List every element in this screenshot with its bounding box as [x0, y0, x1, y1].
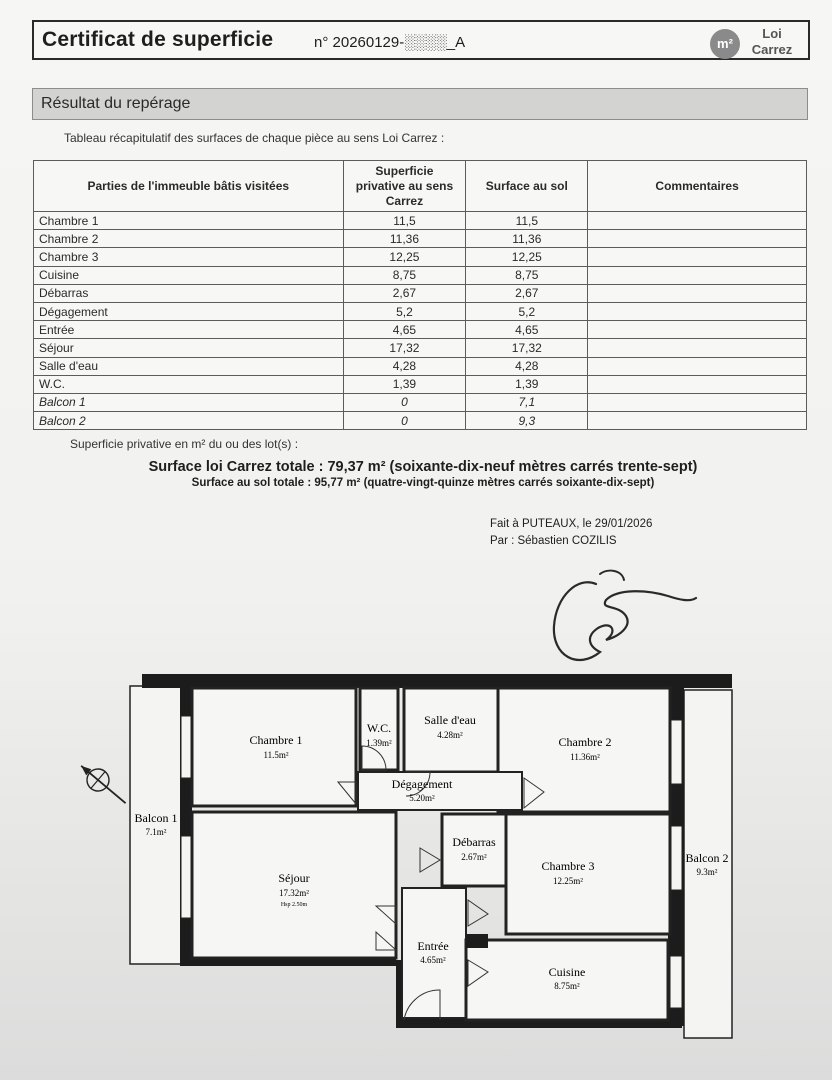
carrez-header-line2: privative au sens	[355, 178, 454, 193]
comment-cell	[588, 393, 807, 411]
comment-cell	[588, 357, 807, 375]
room-name: Chambre 3	[34, 248, 344, 266]
sol-value: 4,28	[466, 357, 588, 375]
table-row	[34, 230, 807, 248]
room-cuisine	[466, 940, 668, 1020]
sol-value: 12,25	[466, 248, 588, 266]
plan-area-cuisine: 8.75m²	[554, 981, 580, 991]
logo-line1: Loi	[762, 26, 782, 41]
door-swing	[420, 848, 440, 872]
plan-label-degagement: Dégagement	[391, 777, 453, 791]
column-header-carrez	[343, 161, 466, 212]
sol-value: 11,5	[466, 212, 588, 230]
superficie-label: Superficie privative en m² du ou des lot(s) :	[70, 437, 299, 451]
plan-area-degagement: 5.20m²	[409, 793, 435, 803]
plan-area-salle-eau: 4.28m²	[437, 730, 463, 740]
plan-label-balcon-1: Balcon 1	[134, 811, 178, 825]
carrez-value: 2,67	[343, 284, 466, 302]
carrez-value: 4,28	[343, 357, 466, 375]
certificate-title: Certificat de superficie	[42, 28, 274, 51]
comment-cell	[588, 266, 807, 284]
carrez-header-line1: Superficie	[375, 163, 434, 178]
comment-cell	[588, 339, 807, 357]
room-chambre-3	[506, 814, 670, 934]
table-row	[34, 393, 807, 411]
north-arrow-icon	[74, 757, 133, 811]
loi-carrez-logo-text	[748, 26, 796, 58]
certificate-header	[32, 20, 810, 60]
table-row	[34, 321, 807, 339]
room-name: Cuisine	[34, 266, 344, 284]
carrez-value: 17,32	[343, 339, 466, 357]
plan-label-cuisine: Cuisine	[548, 965, 586, 979]
sol-value: 2,67	[466, 284, 588, 302]
carrez-value: 8,75	[343, 266, 466, 284]
room-sejour	[192, 812, 396, 958]
window	[670, 826, 682, 890]
plan-label-wc: W.C.	[366, 721, 392, 735]
comment-cell	[588, 302, 807, 320]
section-title: Résultat du repérage	[41, 95, 191, 112]
balcony-1-area	[130, 686, 182, 964]
plan-area-balcon-2: 9.3m²	[696, 867, 718, 877]
carrez-value: 5,2	[343, 302, 466, 320]
carrez-value: 0	[343, 412, 466, 430]
comment-cell	[588, 412, 807, 430]
table-row	[34, 302, 807, 320]
plan-area-debarras: 2.67m²	[461, 852, 487, 862]
window	[670, 956, 682, 1008]
comment-cell	[588, 212, 807, 230]
comment-cell	[588, 375, 807, 393]
table-row	[34, 375, 807, 393]
table-row	[34, 212, 807, 230]
room-name: Salle d'eau	[34, 357, 344, 375]
room-entree	[402, 888, 466, 1018]
room-chambre-1	[192, 688, 356, 806]
plan-area-chambre-3: 12.25m²	[553, 876, 583, 886]
plan-label-chambre-2: Chambre 2	[558, 735, 612, 749]
sol-value: 1,39	[466, 375, 588, 393]
plan-label-sejour: Séjour	[278, 871, 310, 885]
plan-note-sejour: Hsp 2.50m	[280, 902, 308, 908]
door-swing	[468, 900, 488, 926]
table-row	[34, 266, 807, 284]
sol-value: 17,32	[466, 339, 588, 357]
section-header	[32, 88, 808, 120]
room-name: Dégagement	[34, 302, 344, 320]
sol-value: 5,2	[466, 302, 588, 320]
room-debarras	[442, 814, 506, 886]
plan-area-chambre-2: 11.36m²	[570, 752, 600, 762]
carrez-total: Surface loi Carrez totale : 79,37 m² (soixante-dix-neuf mètres carrés trente-sept)	[148, 459, 698, 475]
window	[181, 716, 191, 778]
outer-wall-top	[142, 674, 732, 688]
room-name: Balcon 1	[34, 393, 344, 411]
table-intro: Tableau récapitulatif des surfaces de chaque pièce au sens Loi Carrez :	[64, 131, 445, 145]
plan-label-chambre-3: Chambre 3	[541, 859, 595, 873]
carrez-value: 11,5	[343, 212, 466, 230]
surfaces-table	[33, 160, 807, 430]
comment-cell	[588, 321, 807, 339]
room-name: Chambre 2	[34, 230, 344, 248]
column-header-parts: Parties de l'immeuble bâtis visitées	[34, 161, 344, 212]
table-row	[34, 357, 807, 375]
partition-wall	[466, 934, 488, 948]
table-row	[34, 284, 807, 302]
room-name: Chambre 1	[34, 212, 344, 230]
room-name: Entrée	[34, 321, 344, 339]
table-row	[34, 339, 807, 357]
room-name: Balcon 2	[34, 412, 344, 430]
carrez-value: 12,25	[343, 248, 466, 266]
sol-value: 8,75	[466, 266, 588, 284]
plan-area-balcon-1: 7.1m²	[145, 827, 167, 837]
comment-cell	[588, 230, 807, 248]
table-row	[34, 412, 807, 430]
plan-label-salle-eau: Salle d'eau	[424, 713, 476, 727]
sol-value: 9,3	[466, 412, 588, 430]
room-name: Débarras	[34, 284, 344, 302]
m2-logo-icon: m²	[710, 29, 740, 59]
comment-cell	[588, 284, 807, 302]
carrez-value: 0	[343, 393, 466, 411]
plan-area-wc: 1.39m²	[366, 738, 392, 748]
signer-name: Par : Sébastien COZILIS	[490, 535, 617, 547]
plan-area-entree: 4.65m²	[420, 955, 446, 965]
plan-label-chambre-1: Chambre 1	[249, 733, 303, 747]
plan-label-balcon-2: Balcon 2	[685, 851, 729, 865]
carrez-header-line3: Carrez	[385, 193, 424, 208]
window	[181, 836, 191, 918]
window	[670, 720, 682, 784]
floor-plan	[0, 660, 832, 1040]
certificate-number: n° 20260129-░░░░_A	[314, 34, 466, 51]
carrez-value: 4,65	[343, 321, 466, 339]
plan-label-entree: Entrée	[417, 939, 449, 953]
room-name: Séjour	[34, 339, 344, 357]
plan-area-sejour: 17.32m²	[279, 888, 309, 898]
comment-cell	[588, 248, 807, 266]
table-header-row	[34, 161, 807, 212]
carrez-value: 11,36	[343, 230, 466, 248]
plan-area-chambre-1: 11.5m²	[263, 750, 289, 760]
plan-label-debarras: Débarras	[452, 835, 496, 849]
logo-line2: Carrez	[751, 42, 793, 57]
table-row	[34, 248, 807, 266]
place-date: Fait à PUTEAUX, le 29/01/2026	[490, 518, 653, 530]
carrez-value: 1,39	[343, 375, 466, 393]
sol-value: 11,36	[466, 230, 588, 248]
column-header-comments: Commentaires	[588, 161, 807, 212]
sol-value: 4,65	[466, 321, 588, 339]
sol-value: 7,1	[466, 393, 588, 411]
sol-total: Surface au sol totale : 95,77 m² (quatre-vingt-quinze mètres carrés soixante-dix-sept)	[191, 477, 655, 489]
room-name: W.C.	[34, 375, 344, 393]
column-header-sol: Surface au sol	[466, 161, 588, 212]
